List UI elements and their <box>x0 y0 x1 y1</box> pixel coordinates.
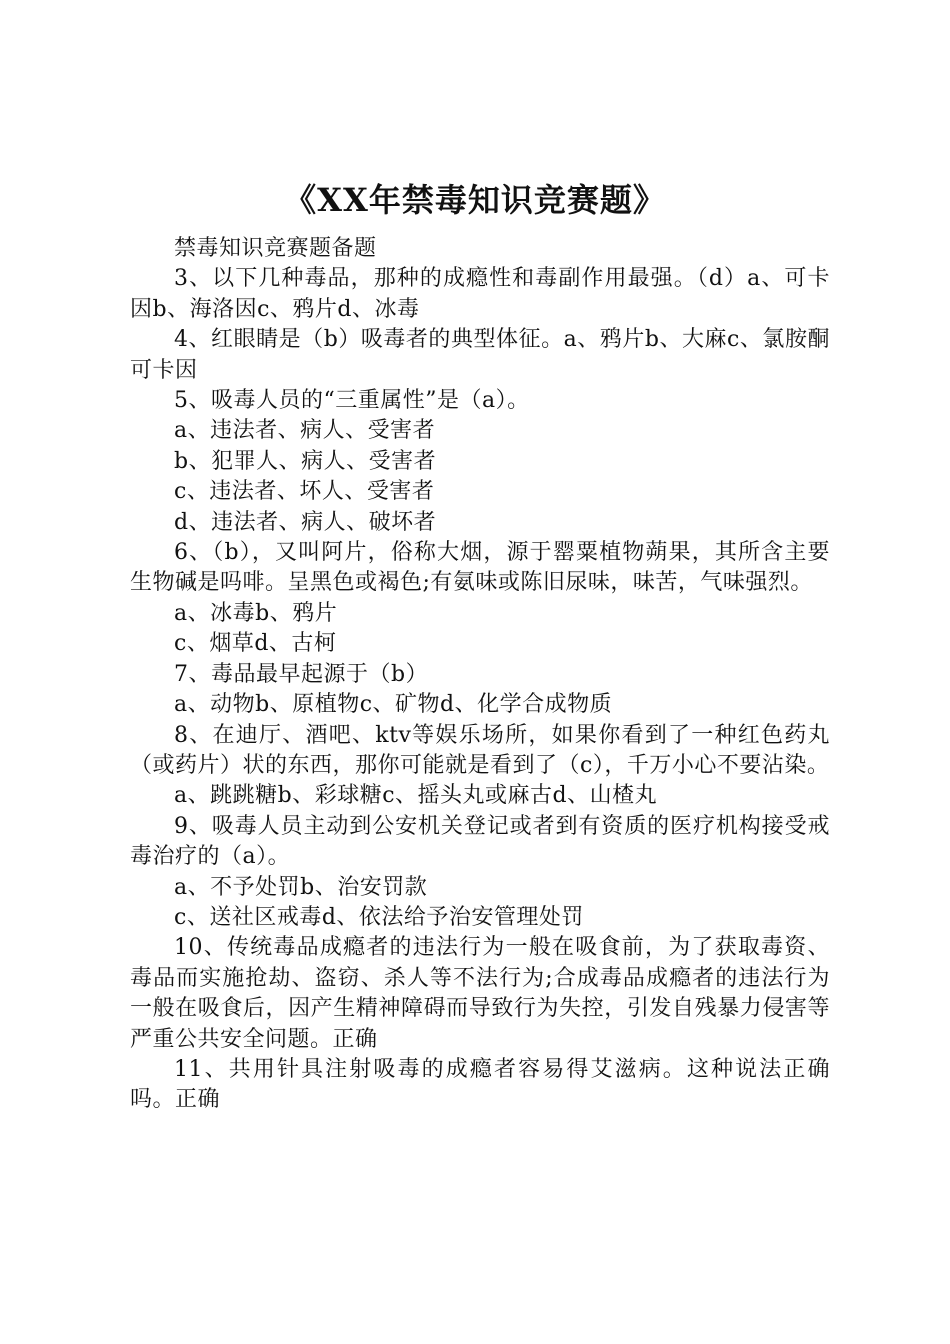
paragraph-heading: 禁毒知识竞赛题备题 <box>174 236 377 261</box>
paragraph-q4: 4、红眼睛是（b）吸毒者的典型体征。a、鸦片b、大麻c、氯胺酮可卡因 <box>130 327 830 383</box>
paragraph-q5-option-c: c、违法者、坏人、受害者 <box>174 479 435 505</box>
paragraph-q6-options-ab: a、冰毒b、鸦片 <box>174 600 338 626</box>
paragraph-q3: 3、以下几种毒品，那种的成瘾性和毒副作用最强。（d）a、可卡因b、海洛因c、鸦片d、冰毒 <box>130 266 830 322</box>
paragraph-q5-option-b: b、犯罪人、病人、受害者 <box>174 448 437 474</box>
paragraph-q5: 5、吸毒人员的“三重属性”是（a）。 <box>174 388 530 414</box>
paragraph-q7-options: a、动物b、原植物c、矿物d、化学合成物质 <box>174 692 613 718</box>
paragraph-q9-options-ab: a、不予处罚b、治安罚款 <box>174 874 428 900</box>
paragraph-q6: 6、（b），又叫阿片，俗称大烟，源于罂粟植物蒴果，其所含主要生物碱是吗啡。呈黑色或褐色;有氨味或陈旧尿味，味苦，气味强烈。 <box>130 540 830 596</box>
paragraph-q8-options: a、跳跳糖b、彩球糖c、摇头丸或麻古d、山楂丸 <box>174 783 658 809</box>
paragraph-q5-option-a: a、违法者、病人、受害者 <box>174 418 436 444</box>
document-body <box>130 234 830 1116</box>
paragraph-q9-options-cd: c、送社区戒毒d、依法给予治安管理处罚 <box>174 904 584 930</box>
paragraph-q11: 11、共用针具注射吸毒的成瘾者容易得艾滋病。这种说法正确吗。正确 <box>130 1056 830 1113</box>
paragraph-q6-options-cd: c、烟草d、古柯 <box>174 631 337 657</box>
paragraph-q7: 7、毒品最早起源于（b） <box>174 661 429 687</box>
paragraph-q9: 9、吸毒人员主动到公安机关登记或者到有资质的医疗机构接受戒毒治疗的（a）。 <box>130 813 830 870</box>
paragraph-q10: 10、传统毒品成瘾者的违法行为一般在吸食前，为了获取毒资、毒品而实施抢劫、盗窃、杀人等不法行为;合成毒品成瘾者的违法行为一般在吸食后，因产生精神障碍而导致行为失控，引发自残暴力侵害等严重公共安全问题。正确 <box>130 935 830 1052</box>
paragraph-q5-option-d: d、违法者、病人、破坏者 <box>174 509 437 535</box>
document-title: 《XX年禁毒知识竞赛题》 <box>284 181 666 219</box>
paragraph-q8: 8、在迪厅、酒吧、ktv等娱乐场所，如果你看到了一种红色药丸（或药片）状的东西，那你可能就是看到了（c），千万小心不要沾染。 <box>130 722 830 778</box>
